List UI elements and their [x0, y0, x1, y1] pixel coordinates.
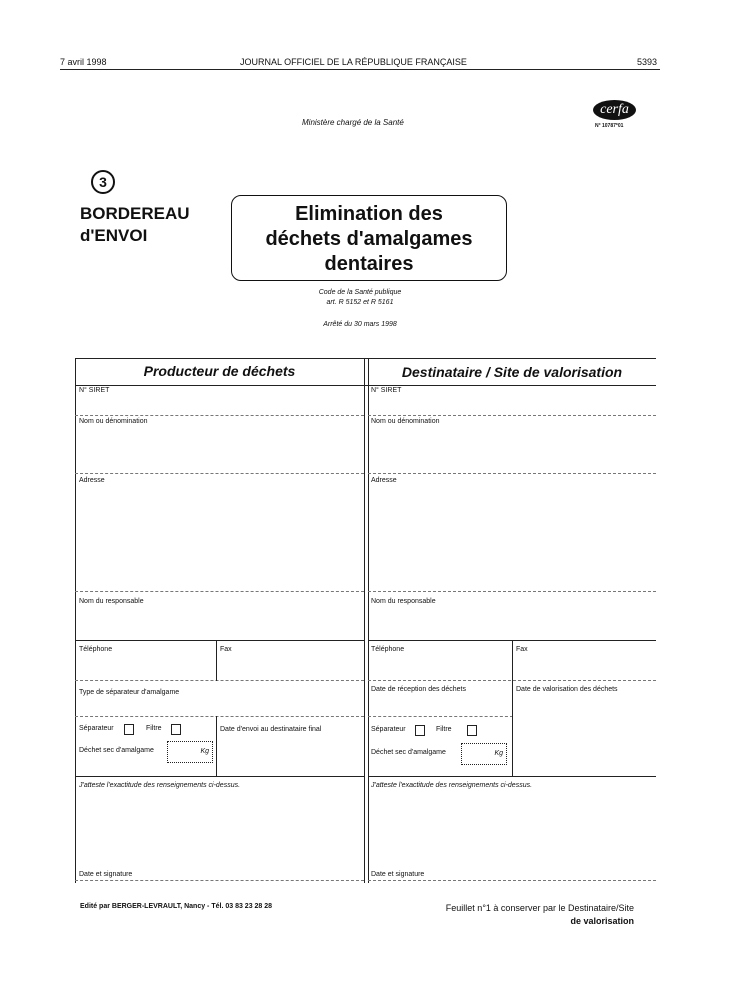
recipient-manager-label: Nom du responsable: [371, 598, 436, 605]
producer-phone-label: Téléphone: [79, 646, 113, 653]
legal-articles: art. R 5152 et R 5161: [326, 299, 394, 306]
recipient-dry-waste-label: Déchet sec d'amalgame: [371, 749, 446, 756]
main-title-line3: dentaires: [324, 253, 414, 275]
main-title-line2: déchets d'amalgames: [265, 228, 473, 250]
producer-address-label: Adresse: [79, 477, 105, 484]
sheet-note: [420, 902, 634, 928]
producer-kg-field[interactable]: [167, 741, 213, 763]
main-title-box: [231, 195, 507, 281]
publisher-footer: Edité par BERGER-LEVRAULT, Nancy - Tél. 03 83 23 28 28: [80, 903, 273, 910]
producer-filter-label: Filtre: [146, 725, 162, 732]
producer-fax-label: Fax: [220, 646, 232, 653]
left-title-line2: d'ENVOI: [80, 226, 148, 245]
legal-code: Code de la Santé publique: [318, 289, 402, 296]
producer-attest-text: J'atteste l'exactitude des renseignements ci-dessus.: [79, 782, 241, 789]
form-grid: [75, 358, 656, 883]
recipient-reception-date-label: Date de réception des déchets: [371, 686, 466, 693]
left-title: [80, 203, 190, 247]
recipient-filter-label: Filtre: [436, 726, 452, 733]
sheet-note-line1: Feuillet n°1 à conserver par le Destinataire/Site: [445, 903, 634, 913]
producer-separator-checkbox[interactable]: [124, 724, 134, 735]
producer-filter-checkbox[interactable]: [171, 724, 181, 735]
recipient-kg-unit: Kg: [494, 750, 503, 757]
producer-name-label: Nom ou dénomination: [79, 418, 148, 425]
producer-heading: Producteur de déchets: [143, 363, 296, 379]
ministry: Ministère chargé de la Santé: [302, 118, 404, 127]
recipient-attest-text: J'atteste l'exactitude des renseignements ci-dessus.: [371, 782, 533, 789]
recipient-date-signature-label: Date et signature: [371, 871, 425, 878]
producer-siret-label: N° SIRET: [79, 387, 110, 394]
producer-send-date-label: Date d'envoi au destinataire final: [220, 726, 322, 733]
producer-separator-label: Séparateur: [79, 725, 114, 732]
header-rule: [60, 69, 660, 70]
recipient-phone-label: Téléphone: [371, 646, 405, 653]
recipient-separator-label: Séparateur: [371, 726, 406, 733]
main-title-line1: Elimination des: [295, 203, 443, 225]
recipient-heading: Destinataire / Site de valorisation: [401, 364, 623, 380]
header-journal: JOURNAL OFFICIEL DE LA RÉPUBLIQUE FRANÇAISE: [240, 57, 467, 67]
producer-manager-label: Nom du responsable: [79, 598, 144, 605]
legal-reference: [280, 288, 440, 308]
cerfa-number: N° 10787*01: [595, 123, 624, 129]
recipient-address-label: Adresse: [371, 477, 397, 484]
cerfa-logo: cerfa: [593, 100, 636, 120]
left-title-line1: BORDEREAU: [80, 204, 190, 223]
recipient-name-label: Nom ou dénomination: [371, 418, 440, 425]
recipient-separator-checkbox[interactable]: [415, 725, 425, 736]
producer-kg-unit: Kg: [200, 748, 209, 755]
form-number: 3: [91, 170, 115, 194]
recipient-filter-checkbox[interactable]: [467, 725, 477, 736]
legal-decree: Arrêté du 30 mars 1998: [323, 321, 397, 328]
header-date: 7 avril 1998: [60, 57, 107, 67]
recipient-fax-label: Fax: [516, 646, 528, 653]
recipient-siret-label: N° SIRET: [371, 387, 402, 394]
producer-separator-type-label: Type de séparateur d'amalgame: [79, 689, 180, 696]
header-page-number: 5393: [637, 57, 658, 67]
sheet-note-line2: de valorisation: [570, 916, 634, 926]
recipient-recovery-date-label: Date de valorisation des déchets: [516, 686, 618, 693]
recipient-kg-field[interactable]: [461, 743, 507, 765]
main-title: [232, 202, 506, 277]
producer-dry-waste-label: Déchet sec d'amalgame: [79, 747, 154, 754]
producer-date-signature-label: Date et signature: [79, 871, 133, 878]
